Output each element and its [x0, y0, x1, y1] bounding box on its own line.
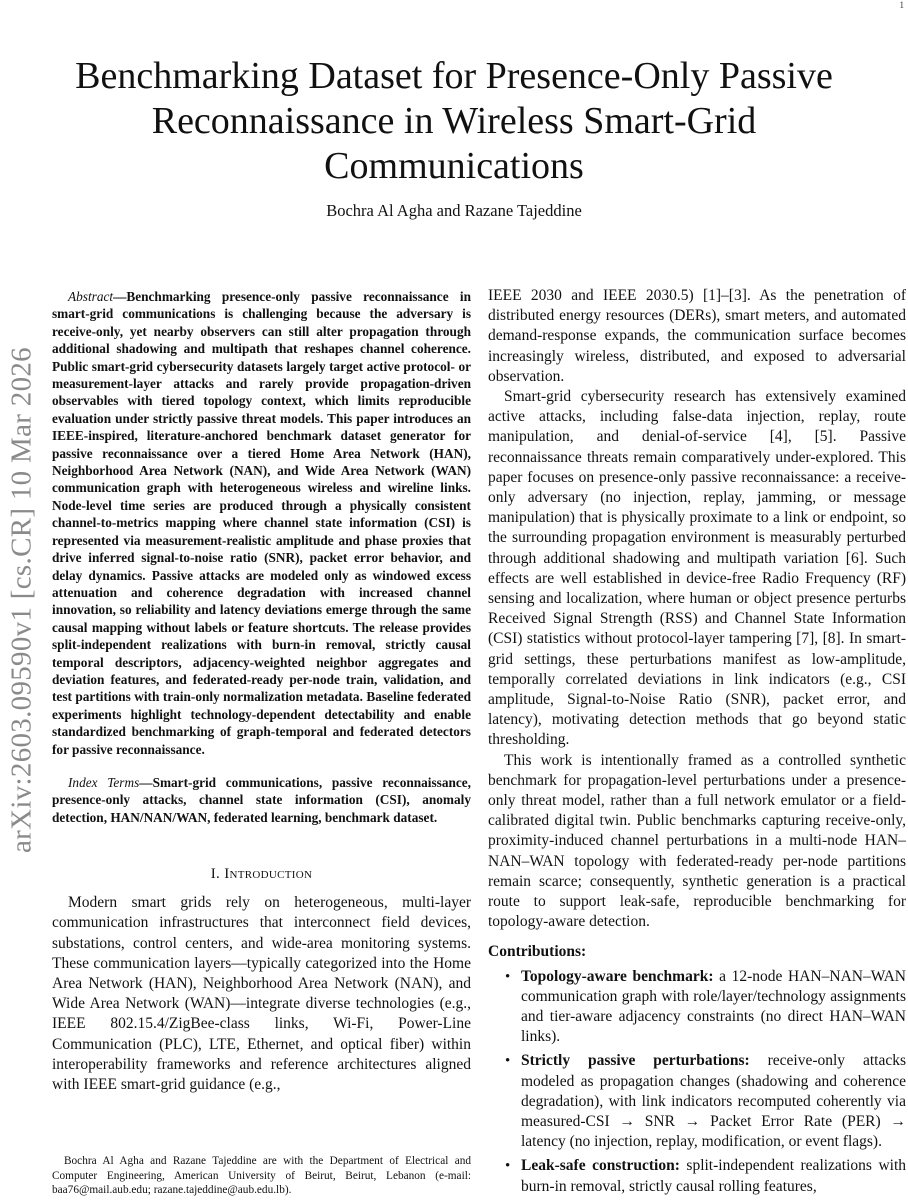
index-terms: Index Terms—Smart-grid communications, passive reconnaissance, presence-only attacks, channel state information (CSI), anomaly detection, HAN/NAN/WAN, federated learning, benchmark dataset.	[52, 774, 471, 825]
contribution-text: split-independent realizations with burn-in removal, strictly causal rolling features,	[521, 1157, 907, 1195]
left-column	[52, 288, 471, 1095]
abstract-text: Benchmarking presence-only passive reconnaissance in smart-grid communications is challenging because the adversary is receive-only, yet nearby observers can still alter propagation through additional shadowing and multipath that reshapes channel coherence. Public smart-grid cybersecurity datasets largely target active protocol- or measurement-layer attacks and rarely provide propagation-driven observables with tiered topology context, which limits reproducible evaluation under strictly passive threat models. This paper introduces an IEEE-inspired, literature-anchored benchmark dataset generator for passive reconnaissance over a tiered Home Area Network (HAN), Neighborhood Area Network (NAN), and Wide Area Network (WAN) communication graph with heterogeneous wireless and wireline links. Node-level time series are produced through a physically consistent channel-to-metrics mapping where channel state information (CSI) is represented via measurement-realistic amplitude and phase proxies that drive inferred signal-to-noise ratio (SNR), packet error behavior, and delay dynamics. Passive attacks are modeled only as windowed excess attenuation and coherence degradation with increased channel innovation, so reliability and latency deviations emerge through the same causal mapping without labels or feature shortcuts. The release provides split-independent realizations with burn-in removal, strictly causal temporal descriptors, adjacency-weighted neighbor aggregates and deviation features, and federated-ready per-node train, validation, and test partitions with train-only normalization metadata. Baseline federated experiments highlight technology-dependent detectability and enable standardized benchmarking of graph-temporal and federated detectors for passive reconnaissance.	[52, 289, 471, 757]
contribution-item	[488, 1051, 906, 1152]
contribution-term: Topology-aware benchmark:	[521, 967, 714, 985]
bullet-icon: •	[505, 1053, 511, 1070]
contributions-list	[488, 967, 906, 1197]
abstract: Abstract—Benchmarking presence-only passive reconnaissance in smart-grid communications is challenging because the adversary is receive-only, yet nearby observers can still alter propagation through additional shadowing and multipath that reshapes channel coherence. Public smart-grid cybersecurity datasets largely target active protocol- or measurement-layer attacks and rarely provide propagation-driven observables with tiered topology context, which limits reproducible evaluation under strictly passive threat models. This paper introduces an IEEE-inspired, literature-anchored benchmark dataset generator for passive reconnaissance over a tiered Home Area Network (HAN), Neighborhood Area Network (NAN), and Wide Area Network (WAN) communication graph with heterogeneous wireless and wireline links. Node-level time series are produced through a physically consistent channel-to-metrics mapping where channel state information (CSI) is represented via measurement-realistic amplitude and phase proxies that drive inferred signal-to-noise ratio (SNR), packet error behavior, and delay dynamics. Passive attacks are modeled only as windowed excess attenuation and coherence degradation with increased channel innovation, so reliability and latency deviations emerge through the same causal mapping without labels or feature shortcuts. The release provides split-independent realizations with burn-in removal, strictly causal temporal descriptors, adjacency-weighted neighbor aggregates and deviation features, and federated-ready per-node train, validation, and test partitions with train-only normalization metadata. Baseline federated experiments highlight technology-dependent detectability and enable standardized benchmarking of graph-temporal and federated detectors for passive reconnaissance.	[52, 289, 471, 757]
right-column	[488, 286, 906, 1201]
contribution-item	[488, 1156, 906, 1196]
contribution-term: Leak-safe construction:	[521, 1157, 680, 1175]
section-name: Introduction	[224, 866, 313, 883]
page-number: 1	[899, 0, 904, 10]
bullet-icon: •	[505, 1158, 511, 1175]
section-number: I.	[210, 866, 221, 883]
section-heading	[52, 866, 471, 883]
contribution-term: Strictly passive perturbations:	[521, 1052, 750, 1070]
paper-title: Benchmarking Dataset for Presence-Only Passive Reconnaissance in Wireless Smart-Grid Communications	[75, 55, 833, 187]
abstract-label: Abstract	[68, 289, 114, 304]
intro-paragraph: Modern smart grids rely on heterogeneous, multi-layer communication infrastructures that interconnect field devices, substations, control centers, and wide-area monitoring systems. These communication layers—typically categorized into the Home Area Network (HAN), Neighborhood Area Network (NAN), and Wide Area Network (WAN)—integrate diverse technologies (e.g., IEEE 802.15.4/ZigBee-class links, Wi-Fi, Power-Line Communication (PLC), LTE, Ethernet, and optical fiber) within interoperability frameworks and reference architectures aligned with IEEE smart-grid guidance (e.g.,	[52, 894, 471, 1094]
bullet-icon: •	[505, 968, 511, 985]
paper-authors: Bochra Al Agha and Razane Tajeddine	[326, 201, 582, 220]
affiliation-footnote	[52, 1154, 471, 1198]
intro-continuation: IEEE 2030 and IEEE 2030.5) [1]–[3]. As the penetration of distributed energy resources (DERs), smart meters, and automated demand-response expands, the communication surface becomes increasingly wireless, distributed, and exposed to adversarial observation.	[488, 287, 906, 385]
framing-paragraph: This work is intentionally framed as a controlled synthetic benchmark for propagation-level perturbations under a presence-only threat model, rather than a full network emulator or a field-calibrated digital twin. Public benchmarks capturing receive-only, proximity-induced channel perturbations in a multi-node HAN–NAN–WAN topology with federated-ready per-node partitions remain scarce; consequently, synthetic generation is a practical route to support leak-safe, reproducible benchmarking for topology-aware detection.	[488, 751, 906, 931]
footnote-text: Bochra Al Agha and Razane Tajeddine are with the Department of Electrical and Computer Engineering, American University of Beirut, Beirut, Lebanon (e-mail: baa76@mail.aub.edu; razane.tajeddine@aub.edu.lb).	[52, 1155, 471, 1196]
contribution-item	[488, 967, 906, 1048]
contributions-heading: Contributions:	[488, 942, 587, 960]
arxiv-identifier: arXiv:2603.09590v1 [cs.CR] 10 Mar 2026	[5, 347, 38, 853]
contribution-text: a 12-node HAN–NAN–WAN communication graph with role/layer/technology assignments and tier-aware adjacency constraints (no direct HAN–WAN links).	[521, 967, 906, 1046]
index-terms-text: Smart-grid communications, passive reconnaissance, presence-only attacks, channel state information (CSI), anomaly detection, HAN/NAN/WAN, federated learning, benchmark dataset.	[52, 774, 471, 825]
contribution-text: receive-only attacks modeled as propagation changes (shadowing and coherence degradation), with link indicators recomputed coherently via measured-CSI → SNR → Packet Error Rate (PER) → latency (no injection, replay, modification, or event flags).	[521, 1052, 906, 1151]
index-terms-label: Index Terms	[68, 774, 140, 790]
related-work-paragraph: Smart-grid cybersecurity research has extensively examined active attacks, including false-data injection, replay, route manipulation, and denial-of-service [4], [5]. Passive reconnaissance threats remain comparatively under-explored. This paper focuses on presence-only passive reconnaissance: a receive-only adversary (no injection, replay, jamming, or message manipulation) that is physically proximate to a link or endpoint, so the surrounding propagation environment is measurably perturbed through additional shadowing and multipath variation [6]. Such effects are well established in device-free Radio Frequency (RF) sensing and localization, where human or object presence perturbs Received Signal Strength (RSS) and Channel State Information (CSI) statistics without protocol-layer tampering [7], [8]. In smart-grid settings, these perturbations manifest as low-amplitude, temporally correlated deviations in link indicators (e.g., CSI amplitude, Signal-to-Noise Ratio (SNR), packet error, and latency), motivating detection methods that go beyond static thresholding.	[488, 388, 906, 749]
